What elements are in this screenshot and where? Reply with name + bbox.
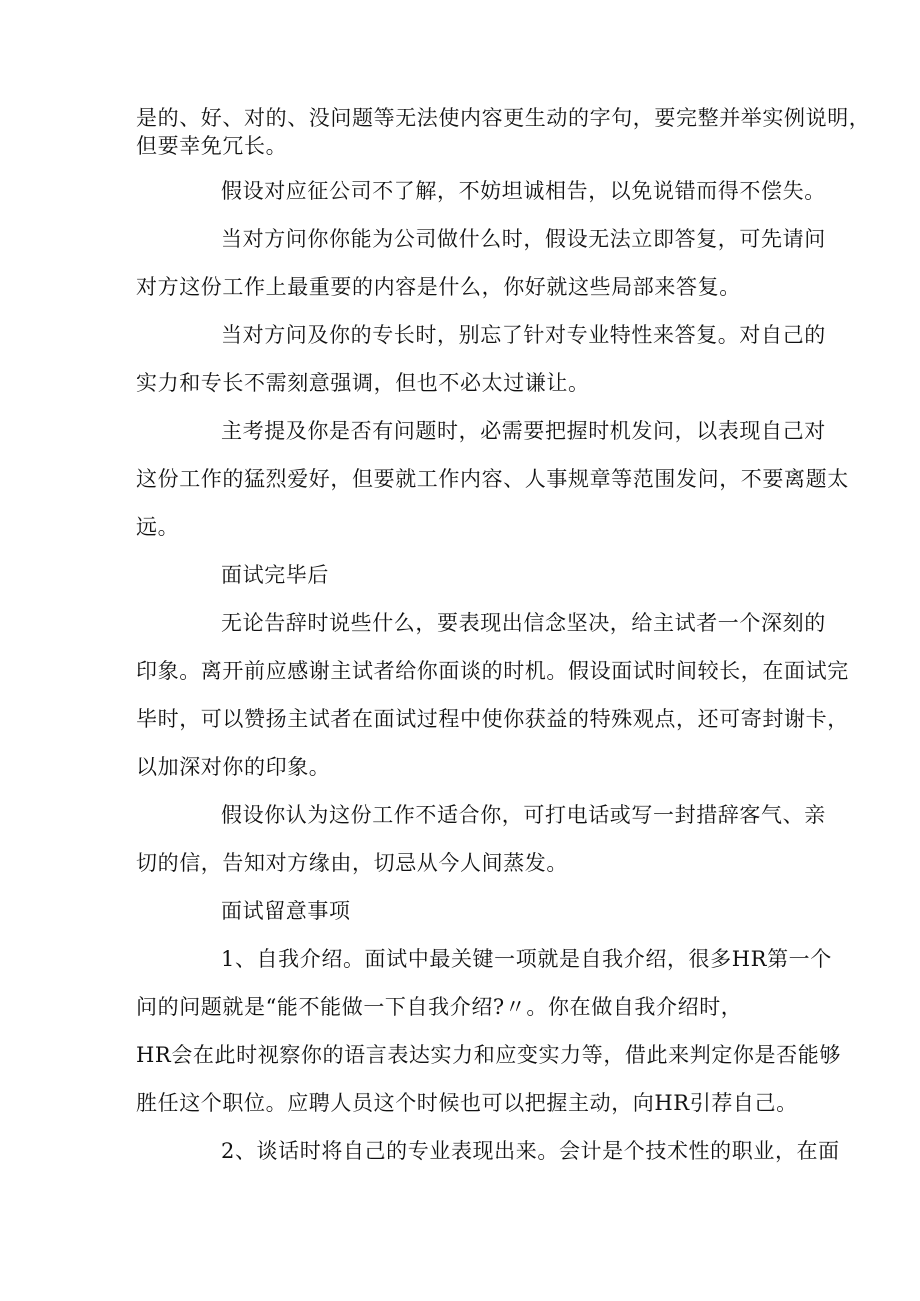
text-line: 无论告辞时说些什么，要表现出信念坚决，给主试者一个深刻的 <box>221 611 826 635</box>
text-line: 以加深对你的印象。 <box>136 755 331 779</box>
text-line: 印象。离开前应感谢主试者给你面谈的时机。假设面试时间较长，在面试完 <box>136 659 849 683</box>
text-line: 假设对应征公司不了解，不妨坦诚相告，以免说错而得不偿失。 <box>221 179 826 203</box>
text-line: 1、自我介绍。面试中最关键一项就是自我介绍，很多HR第一个 <box>221 947 832 971</box>
text-line: 实力和专长不需刻意强调，但也不必太过谦让。 <box>136 371 590 395</box>
section-heading: 面试完毕后 <box>221 563 329 587</box>
text-line: 假设你认为这份工作不适合你，可打电话或写一封措辞客气、亲 <box>221 803 826 827</box>
section-heading: 面试留意事项 <box>221 899 351 923</box>
text-line: 当对方问你你能为公司做什么时，假设无法立即答复，可先请问 <box>221 227 826 251</box>
text-line: 远。 <box>136 515 180 539</box>
text-line: 2、谈话时将自己的专业表现出来。会计是个技术性的职业，在面 <box>221 1139 840 1163</box>
text-line: 对方这份工作上最重要的内容是什么，你好就这些局部来答复。 <box>136 275 741 299</box>
text-line: 切的信，告知对方缘由，切忌从今人间蒸发。 <box>136 851 568 875</box>
text-line: 问的问题就是“能不能做一下自我介绍?〃。你在做自我介绍时， <box>136 995 743 1019</box>
text-line: 当对方问及你的专长时，别忘了针对专业特性来答复。对自己的 <box>221 323 826 347</box>
text-line: 主考提及你是否有问题时，必需要把握时机发问，以表现自己对 <box>221 419 826 443</box>
text-line: 这份工作的猛烈爱好，但要就工作内容、人事规章等范围发问，不要离题太 <box>136 467 849 491</box>
text-line: 胜任这个职位。应聘人员这个时候也可以把握主动，向HR引荐自己。 <box>136 1091 798 1115</box>
text-line: 毕时，可以赞扬主试者在面试过程中使你获益的特殊观点，还可寄封谢卡， <box>136 707 849 731</box>
text-line: 但要幸免冗长。 <box>136 134 288 158</box>
text-line: 是的、好、对的、没问题等无法使内容更生动的字句，要完整并举实例说明， <box>136 106 871 130</box>
text-line: HR会在此时视察你的语言表达实力和应变实力等，借此来判定你是否能够 <box>136 1043 841 1067</box>
